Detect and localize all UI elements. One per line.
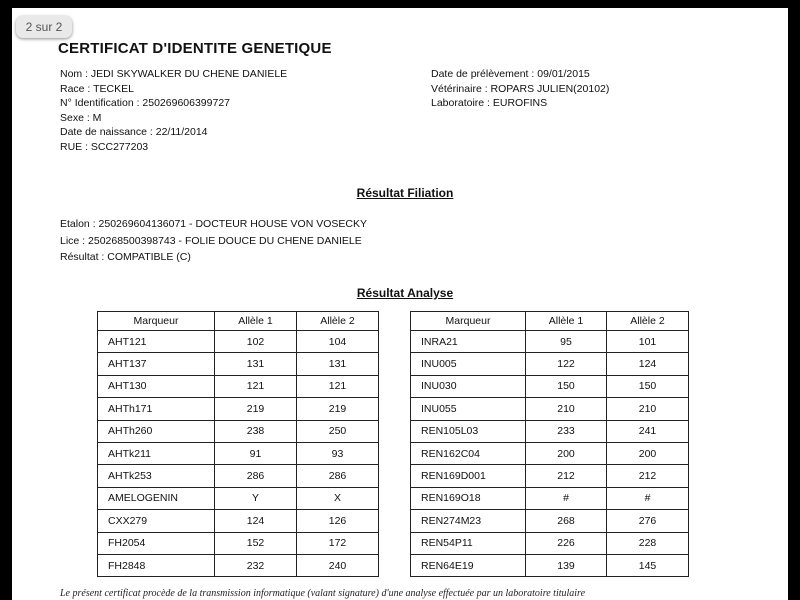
allele-2-cell: 250 — [297, 420, 379, 442]
allele-2-cell: 219 — [297, 398, 379, 420]
allele-1-cell: 139 — [526, 554, 607, 576]
table-row — [411, 532, 689, 554]
allele-2-cell: 212 — [607, 465, 689, 487]
dog-identity-block — [60, 67, 287, 155]
allele-1-cell: 232 — [215, 554, 297, 576]
table-row — [98, 420, 379, 442]
table-row — [411, 465, 689, 487]
allele-2-cell: 286 — [297, 465, 379, 487]
allele-1-cell: 226 — [526, 532, 607, 554]
laboratory: Laboratoire : EUROFINS — [431, 97, 548, 110]
allele-2-cell: 101 — [607, 331, 689, 353]
dog-name: Nom : JEDI SKYWALKER DU CHENE DANIELE — [60, 68, 288, 80]
allele-1-cell: 122 — [526, 353, 607, 375]
allele-2-cell: 210 — [607, 398, 689, 420]
allele-1-cell: 210 — [526, 398, 607, 420]
allele-1-cell: # — [526, 487, 607, 509]
marker-cell: CXX279 — [98, 510, 215, 532]
marker-cell: AHTk253 — [98, 465, 215, 487]
analyse-title: Résultat Analyse — [356, 286, 454, 300]
marker-cell: REN274M23 — [411, 510, 526, 532]
table-row — [411, 398, 689, 420]
column-header-allele-1: Allèle 1 — [526, 312, 607, 331]
marker-cell: REN162C04 — [411, 442, 526, 464]
allele-1-cell: Y — [215, 487, 297, 509]
allele-2-cell: 145 — [607, 554, 689, 576]
column-header-marker: Marqueur — [411, 312, 526, 331]
marker-cell: AHTh260 — [98, 420, 215, 442]
allele-1-cell: 268 — [526, 510, 607, 532]
allele-2-cell: 93 — [297, 442, 379, 464]
filiation-block — [60, 216, 367, 266]
allele-1-cell: 121 — [215, 375, 297, 397]
dog-identification: N° Identification : 250269606399727 — [60, 97, 230, 110]
allele-2-cell: 240 — [297, 554, 379, 576]
table-row — [98, 442, 379, 464]
marker-cell: AHT137 — [98, 353, 215, 375]
allele-2-cell: 124 — [607, 353, 689, 375]
allele-1-cell: 91 — [215, 442, 297, 464]
table-row — [411, 442, 689, 464]
marker-cell: AHT130 — [98, 375, 215, 397]
certificate-title: CERTIFICAT D'IDENTITE GENETIQUE — [58, 40, 332, 57]
table-row — [411, 420, 689, 442]
allele-1-cell: 124 — [215, 510, 297, 532]
page-indicator[interactable]: 2 sur 2 — [16, 16, 72, 38]
marker-cell: INU005 — [411, 353, 526, 375]
allele-1-cell: 150 — [526, 375, 607, 397]
marker-cell: REN64E19 — [411, 554, 526, 576]
table-row — [98, 331, 379, 353]
marker-cell: INU055 — [411, 398, 526, 420]
marker-cell: AMELOGENIN — [98, 487, 215, 509]
markers-table-left — [97, 311, 379, 577]
allele-1-cell: 102 — [215, 331, 297, 353]
marker-cell: REN105L03 — [411, 420, 526, 442]
allele-2-cell: 228 — [607, 532, 689, 554]
allele-2-cell: 126 — [297, 510, 379, 532]
column-header-allele-2: Allèle 2 — [297, 312, 379, 331]
allele-2-cell: # — [607, 487, 689, 509]
dog-birth-date: Date de naissance : 22/11/2014 — [60, 126, 208, 139]
document-page — [12, 8, 788, 600]
sample-date: Date de prélèvement : 09/01/2015 — [431, 68, 590, 80]
dog-rue: RUE : SCC277203 — [60, 140, 149, 153]
allele-1-cell: 286 — [215, 465, 297, 487]
marker-cell: FH2054 — [98, 532, 215, 554]
allele-2-cell: 172 — [297, 532, 379, 554]
table-row — [411, 554, 689, 576]
veterinarian: Vétérinaire : ROPARS JULIEN(20102) — [431, 82, 610, 95]
marker-cell: REN54P11 — [411, 532, 526, 554]
certificate-footer-note: Le présent certificat procède de la transmission informatique (valant signature) d'une analyse effectuée par un laboratoire titulaire — [60, 588, 586, 599]
allele-1-cell: 200 — [526, 442, 607, 464]
dog-breed: Race : TECKEL — [60, 82, 134, 95]
sample-info-block — [431, 67, 609, 111]
table-row — [411, 353, 689, 375]
allele-2-cell: 276 — [607, 510, 689, 532]
column-header-allele-1: Allèle 1 — [215, 312, 297, 331]
allele-1-cell: 219 — [215, 398, 297, 420]
table-row — [98, 554, 379, 576]
table-row — [98, 465, 379, 487]
marker-cell: INU030 — [411, 375, 526, 397]
table-row — [411, 487, 689, 509]
allele-1-cell: 131 — [215, 353, 297, 375]
allele-2-cell: 104 — [297, 331, 379, 353]
table-header-row — [411, 312, 689, 331]
table-row — [98, 487, 379, 509]
sire-line: Etalon : 250269604136071 - DOCTEUR HOUSE VON VOSECKY — [60, 218, 367, 230]
marker-cell: REN169O18 — [411, 487, 526, 509]
table-row — [98, 375, 379, 397]
allele-1-cell: 95 — [526, 331, 607, 353]
column-header-allele-2: Allèle 2 — [607, 312, 689, 331]
filiation-result: Résultat : COMPATIBLE (C) — [60, 251, 191, 263]
dog-sex: Sexe : M — [60, 111, 102, 124]
marker-cell: AHT121 — [98, 331, 215, 353]
dam-line: Lice : 250268500398743 - FOLIE DOUCE DU CHENE DANIELE — [60, 234, 362, 247]
table-row — [411, 375, 689, 397]
marker-cell: FH2848 — [98, 554, 215, 576]
table-row — [98, 353, 379, 375]
allele-2-cell: 200 — [607, 442, 689, 464]
allele-2-cell: 241 — [607, 420, 689, 442]
table-row — [98, 398, 379, 420]
marker-cell: AHTk211 — [98, 442, 215, 464]
table-row — [411, 510, 689, 532]
markers-table-right — [410, 311, 689, 577]
table-row — [411, 331, 689, 353]
column-header-marker: Marqueur — [98, 312, 215, 331]
allele-1-cell: 233 — [526, 420, 607, 442]
marker-cell: REN169D001 — [411, 465, 526, 487]
table-row — [98, 510, 379, 532]
allele-2-cell: 121 — [297, 375, 379, 397]
allele-2-cell: X — [297, 487, 379, 509]
allele-2-cell: 131 — [297, 353, 379, 375]
allele-1-cell: 212 — [526, 465, 607, 487]
marker-cell: AHTh171 — [98, 398, 215, 420]
table-row — [98, 532, 379, 554]
allele-1-cell: 238 — [215, 420, 297, 442]
allele-2-cell: 150 — [607, 375, 689, 397]
filiation-title: Résultat Filiation — [356, 186, 454, 200]
marker-cell: INRA21 — [411, 331, 526, 353]
table-header-row — [98, 312, 379, 331]
allele-1-cell: 152 — [215, 532, 297, 554]
